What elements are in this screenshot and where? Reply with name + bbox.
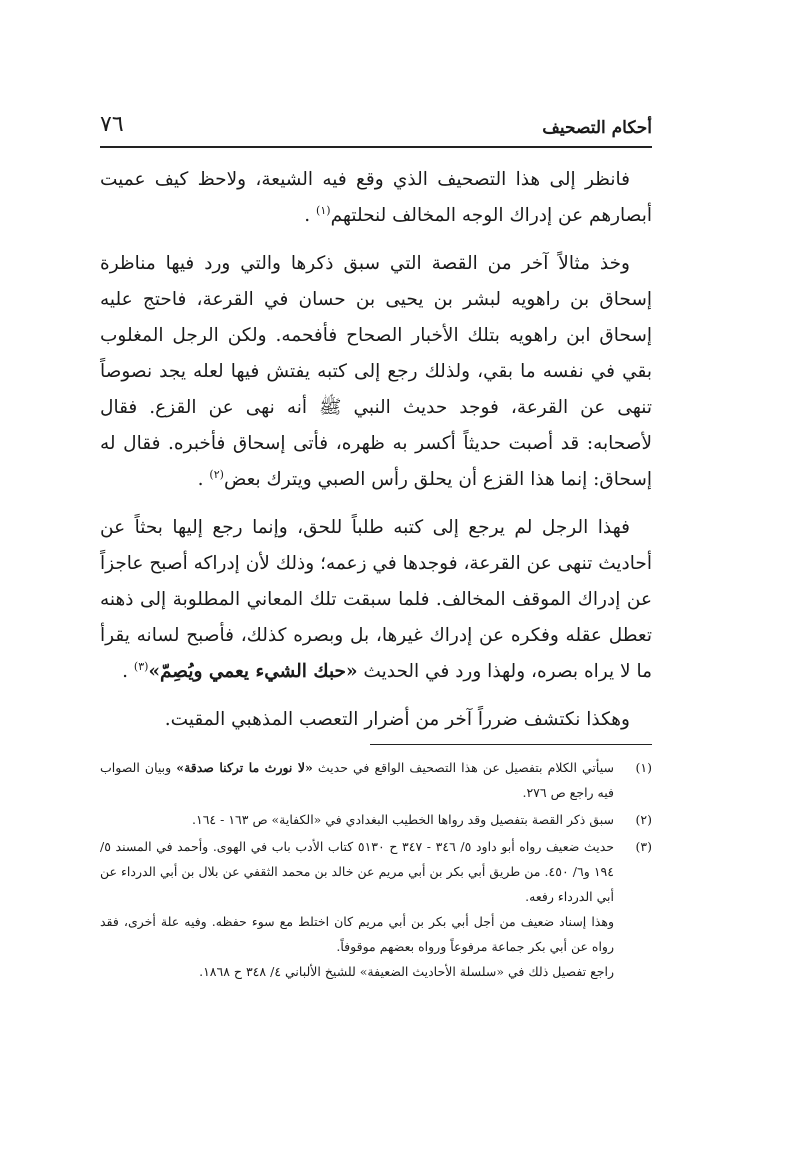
footnote-3 [100,834,652,984]
main-text [100,162,652,738]
footnote-2 [100,807,652,832]
footnote-number: (٢) [635,812,652,827]
header-rule [100,146,652,148]
paragraph-2 [100,246,652,498]
footnote-3-line-2: وهذا إسناد ضعيف من أجل أبي بكر بن أبي مريم كان اختلط مع سوء حفظه. وفيه علة أخرى، فقد رواه عن أبي بكر جماعة مرفوعاً ورواه بعضهم موقوفاً. [100,914,614,954]
footnote-ref-3: (٣) [133,659,149,673]
footnote-3-line-1: حديث ضعيف رواه أبو داود ٥/ ٣٤٦ - ٣٤٧ ح ٥١٣٠ كتاب الأدب باب في الهوى. وأحمد في المسند ٥/ ١٩٤ و٦/ ٤٥٠. من طريق أبي بكر بن أبي مريم عن خالد بن محمد الثقفي عن بلال بن أبي الدرداء عن أبي الدرداء رفعه. [100,839,615,904]
footnote-1-hadith: «لا نورث ما تركنا صدقة» [176,760,313,775]
paragraph-2-tail: . [197,469,204,490]
footnote-rule [370,744,652,745]
footnotes [100,755,652,984]
footnote-text [100,834,614,984]
page-number: ٧٦ [100,112,124,137]
footnote-1-text: سيأتي الكلام بتفصيل عن هذا التصحيف الواقع في حديث [317,760,614,775]
footnote-text [100,807,614,832]
footnote-2-text: سبق ذكر القصة بتفصيل وقد رواها الخطيب البغدادي في «الكفاية» ص ١٦٣ - ١٦٤. [192,812,614,827]
footnote-ref-2: (٢) [209,467,224,481]
page-header [100,112,652,146]
book-page [100,112,652,986]
paragraph-3-text: فهذا الرجل لم يرجع إلى كتبه طلباً للحق، وإنما رجع إليها بحثاً عن أحاديث تنهى عن القرعة، فوجدها في زعمه؛ وذلك لأن إدراكه أصبح عاجزاً عن إدراك الموقف المخالف. فلما سبقت تلك المعاني المطلوبة إلى ذهنه تعطل عقله وفكره عن إدراك غيرها، بل وبصره كذلك، فأصبح لسانه يقرأ ما لا يراه بصره، ولهذا ورد في الحديث [100,517,652,682]
footnote-3-line-3: راجع تفصيل ذلك في «سلسلة الأحاديث الضعيفة» للشيخ الألباني ٤/ ٣٤٨ ح ١٨٦٨. [199,964,614,979]
paragraph-4 [100,702,652,738]
paragraph-1-text: فانظر إلى هذا التصحيف الذي وقع فيه الشيعة، ولاحظ كيف عميت أبصارهم عن إدراك الوجه المخالف لنحلتهم [100,169,652,226]
footnote-ref-1: (١) [316,203,331,217]
paragraph-3 [100,510,652,690]
paragraph-1 [100,162,652,234]
footnote-1-text-end: وبيان الصواب فيه راجع ص ٢٧٦. [100,760,614,800]
paragraph-2-text: وخذ مثالاً آخر من القصة التي سبق ذكرها والتي ورد فيها مناظرة إسحاق بن راهويه لبشر بن يحيى بن حسان في القرعة، فاحتج عليه إسحاق ابن راهويه بتلك الأخبار الصحاح فأفحمه. ولكن الرجل المغلوب بقي في نفسه ما بقي، ولذلك رجع إلى كتبه يفتش فيها لعله يجد نصوصاً تنهى عن القرعة، فوجد حديث النبي ﷺ أنه نهى عن القزع. فقال لأصحابه: قد أصبت حديثاً أكسر به ظهره، فأتى إسحاق فأخبره. فقال له إسحاق: إنما هذا القزع أن يحلق رأس الصبي ويترك بعض [100,253,652,490]
running-title: أحكام التصحيف [542,118,652,138]
paragraph-4-text: وهكذا نكتشف ضرراً آخر من أضرار التعصب المذهبي المقيت. [164,709,630,730]
footnote-number: (٣) [635,839,652,854]
footnote-number: (١) [635,760,652,775]
footnote-1 [100,755,652,805]
footnote-text [100,755,614,805]
paragraph-3-tail: . [122,661,129,682]
hadith-quote: «حبك الشيء يعمي ويُصِمّ» [148,661,358,682]
paragraph-1-tail: . [304,205,311,226]
